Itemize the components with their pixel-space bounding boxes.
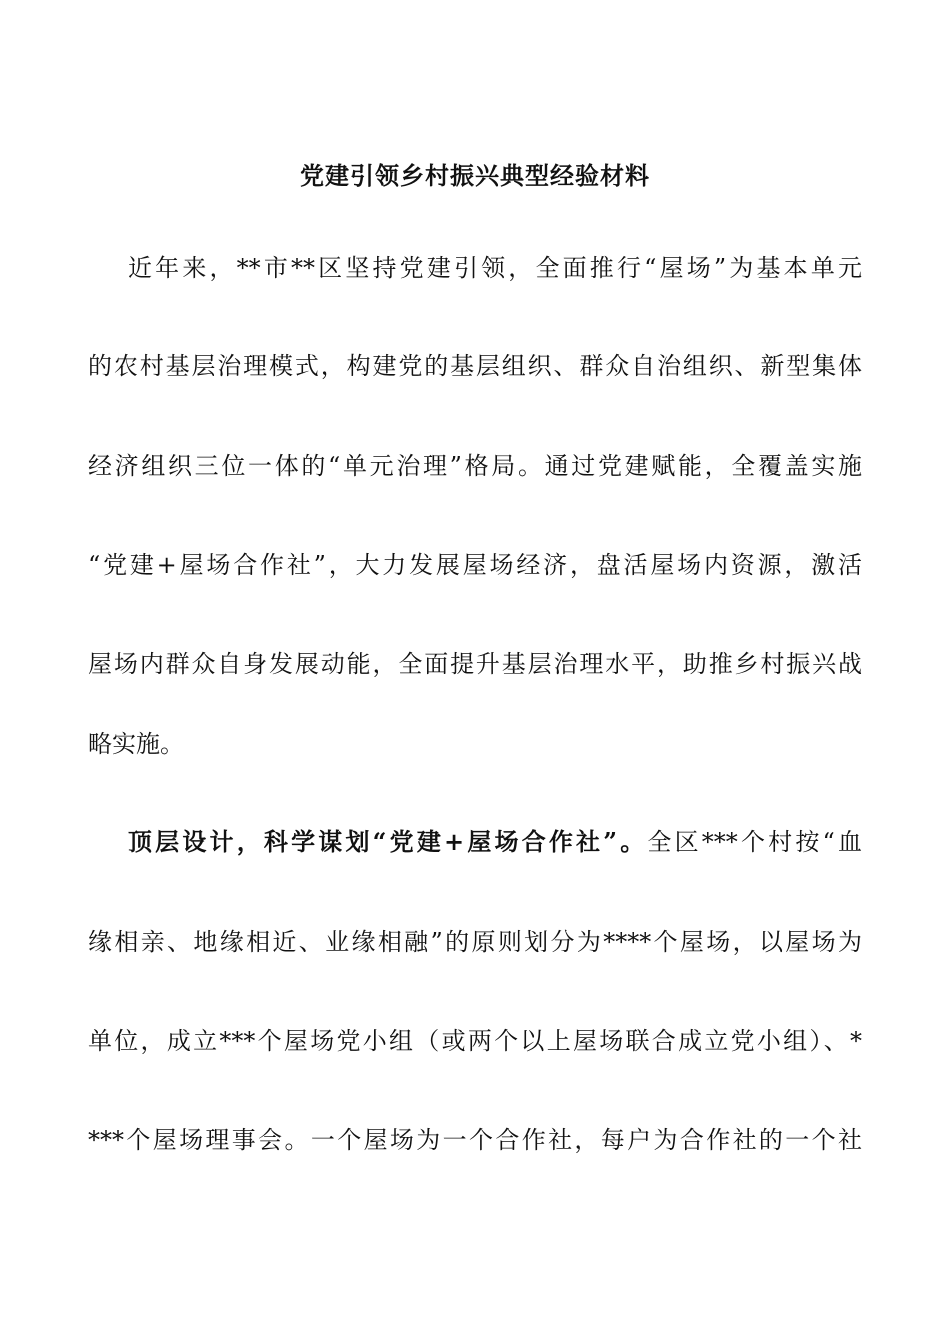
- paragraph-1-line-2: 的农村基层治理模式，构建党的基层组织、群众自治组织、新型集体: [88, 352, 862, 380]
- document-title: 党建引领乡村振兴典型经验材料: [300, 161, 650, 190]
- paragraph-2-line-3: 单位，成立***个屋场党小组（或两个以上屋场联合成立党小组）、*: [88, 1027, 862, 1055]
- paragraph-1-line-6: 略实施。: [88, 730, 184, 758]
- paragraph-1-line-5: 屋场内群众自身发展动能，全面提升基层治理水平，助推乡村振兴战: [88, 650, 862, 678]
- paragraph-2-line-1: [128, 826, 862, 858]
- paragraph-2-line-2: 缘相亲、地缘相近、业缘相融”的原则划分为****个屋场，以屋场为: [88, 928, 862, 956]
- paragraph-2-line-1-rest: 全区***个村按“血: [647, 828, 862, 856]
- paragraph-2-line-4: ***个屋场理事会。一个屋场为一个合作社，每户为合作社的一个社: [88, 1126, 862, 1154]
- paragraph-2-heading: 顶层设计，科学谋划“党建+屋场合作社”。: [128, 827, 648, 856]
- paragraph-1-line-1: 近年来，**市**区坚持党建引领，全面推行“屋场”为基本单元: [128, 254, 862, 282]
- paragraph-1-line-3: 经济组织三位一体的“单元治理”格局。通过党建赋能，全覆盖实施: [88, 452, 862, 480]
- paragraph-1-line-4: “党建+屋场合作社”，大力发展屋场经济，盘活屋场内资源，激活: [88, 551, 862, 579]
